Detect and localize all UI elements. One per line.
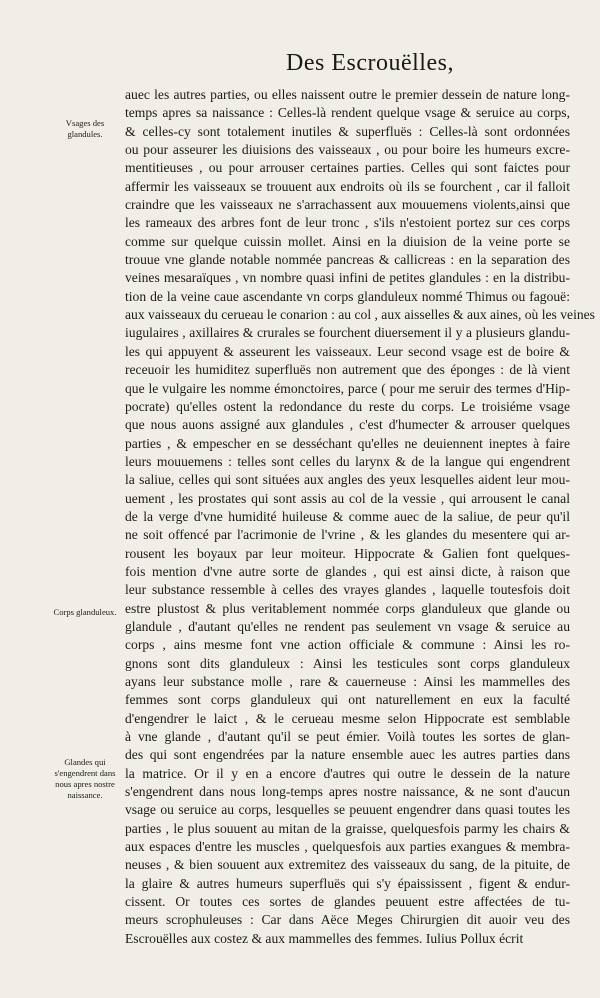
margin-note-corps-glanduleux: Corps glanduleux. xyxy=(53,607,117,617)
text-line: & celles-cy sont totalement inutiles & superfluës : Celles-là sont ordonnées xyxy=(125,123,570,139)
text-line: les rameaux des arbres font de leur tronc , s'ils n'estoient portez sur ces corps xyxy=(125,215,570,231)
text-line: fois mention d'vne autre sorte de glandes , qui est ainsi dicte, à raison que xyxy=(125,563,570,579)
text-line: temps apres sa naissance : Celles-là rendent quelque vsage & seruice au corps, xyxy=(125,105,570,121)
text-line: mentitieuses , ou pour arrouser certaines parties. Celles qui sont faictes pour xyxy=(125,160,570,176)
margin-note-glandes-engendrees: Glandes qui s'engendrent dans nous apres nostre naissance. xyxy=(54,757,116,800)
text-line: que le vulgaire les nomme émonctoires, parce ( pour me seruir des termes d'Hip- xyxy=(125,380,570,396)
text-line: la saliue, celles qui sont situées aux angles des yeux lesquelles aident leur mou- xyxy=(125,472,570,488)
text-line: la matrice. Or il y en a encore d'autres qui outre le dessein de la nature xyxy=(125,765,570,781)
text-line: ne soit offencé par l'acrimonie de l'vrine , & les glandes du mesentere qui ar- xyxy=(125,527,570,543)
text-line: receuoir les humiditez superfluës non autrement que des éponges : de là vient xyxy=(125,362,570,378)
running-title: Des Escrouëlles, xyxy=(286,50,454,76)
text-line: tion de la veine caue ascendante vn corps glanduleux nommé Thimus ou fagouë: xyxy=(125,288,570,304)
text-line: craindre que les vaisseaux ne s'arrachassent aux mouuemens violents,ainsi que xyxy=(125,197,570,213)
text-line: d'engendrer le laict , & le cerueau mesme selon Hippocrate est semblable xyxy=(125,710,570,726)
margin-note-usages: Vsages des glandules. xyxy=(65,118,105,139)
text-line: leurs mouuemens : telles sont celles du larynx & de la langue qui engendrent xyxy=(125,453,570,469)
body-text xyxy=(125,86,595,948)
text-line: Escrouëlles aux costez & aux mammelles des femmes. Iulius Pollux écrit xyxy=(125,930,524,946)
text-line: uement , les prostates qui sont assis au col de la vessie , qui arrousent le canal xyxy=(125,490,570,506)
text-line: la glaire & autres humeurs superfluës qui s'y épaississent , figent & endur- xyxy=(125,875,570,891)
text-line: pocrate) qu'elles ostent la redondance du reste du corps. Le troisiéme vsage xyxy=(125,398,570,414)
text-line: veines mesaraïques , vn nombre quasi infini de petites glandules : en la distribu- xyxy=(125,270,570,286)
text-line: auec les autres parties, ou elles naissent outre le premier dessein de nature long- xyxy=(125,87,570,102)
text-line: des qui sont engendrées par la nature ensemble auec les autres parties dans xyxy=(125,747,570,763)
text-line: femmes sont corps glanduleux qui ont naturellement en eux la faculté xyxy=(125,692,570,708)
text-line: estre plustost & plus veritablement nommée corps glanduleux que glande ou xyxy=(125,600,570,616)
text-line: neuses , & bien souuent aux extremitez des vaisseaux du sang, de la pituite, de xyxy=(125,857,570,873)
text-line: trouue vne glande notable nommée pancreas & callicreas : en la separation des xyxy=(125,252,570,268)
text-line: que nous auons assigné aux glandules , c'est d'humecter & arrouser quelques xyxy=(125,417,570,433)
text-line: comme sur quelque cuissin mollet. Ainsi en la diuision de la veine porte se xyxy=(125,233,570,249)
text-line: corps , ains mesme font vne action officiale & commune : Ainsi les ro- xyxy=(125,637,570,653)
text-line: meurs scrophuleuses : Car dans Aëce Meges Chirurgien dit auoir veu des xyxy=(125,912,570,928)
text-line: à vne glande , d'autant qu'il se peut émier. Voilà toutes les sortes de glan- xyxy=(125,729,570,745)
text-line: gnons sont dits glanduleux : Ainsi les testicules sont corps glanduleux xyxy=(125,655,570,671)
text-line: de la verge d'vne humidité huileuse & comme auec de la saliue, de peur qu'il xyxy=(125,508,570,524)
text-line: glandule , d'autant qu'elles ne rendent pas seulement vn vsage & seruice au xyxy=(125,618,570,634)
text-line: affermir les vaisseaux se trouuent aux endroits où ils se fourchent , car il falloit xyxy=(125,178,570,194)
text-line: aux vaisseaux du cerueau le conarion : au col , aux aisselles & aux aines, où les veines xyxy=(125,307,595,323)
text-line: rousent les boyaux par leur moiteur. Hippocrate & Galien font quelques- xyxy=(125,545,570,561)
text-line: cissent. Or toutes ces sortes de glandes peuuent estre affectées de tu- xyxy=(125,894,570,910)
text-line: leur substance ressemble à celles des vrayes glandes , laquelle toutesfois doit xyxy=(125,582,570,598)
text-line: ayans leur substance molle , rare & cauerneuse : Ainsi les mammelles des xyxy=(125,674,570,689)
text-line: s'engendrent dans nous long-temps apres nostre naissance, & ne sont d'aucun xyxy=(125,784,570,800)
text-line: aux espaces d'entre les muscles , quelquesfois aux parties exangues & membra- xyxy=(125,839,570,855)
text-line: parties , & empescher en se desséchant qu'elles ne deuiennent ineptes à faire xyxy=(125,435,570,451)
text-line: iugulaires , axillaires & crurales se fourchent diuersement il y a plusieurs glandu- xyxy=(125,325,570,341)
text-line: les qui appuyent & asseurent les vaisseaux. Leur second vsage est de boire & xyxy=(125,343,570,359)
text-line: ou pour asseurer les diuisions des vaisseaux , ou pour boire les humeurs excre- xyxy=(125,142,570,158)
text-line: parties , le plus souuent au mitan de la graisse, quelquesfois parmy les chairs & xyxy=(125,820,570,836)
text-line: vsage ou seruice au corps, lesquelles se peuuent engendrer dans quasi toutes les xyxy=(125,802,570,818)
